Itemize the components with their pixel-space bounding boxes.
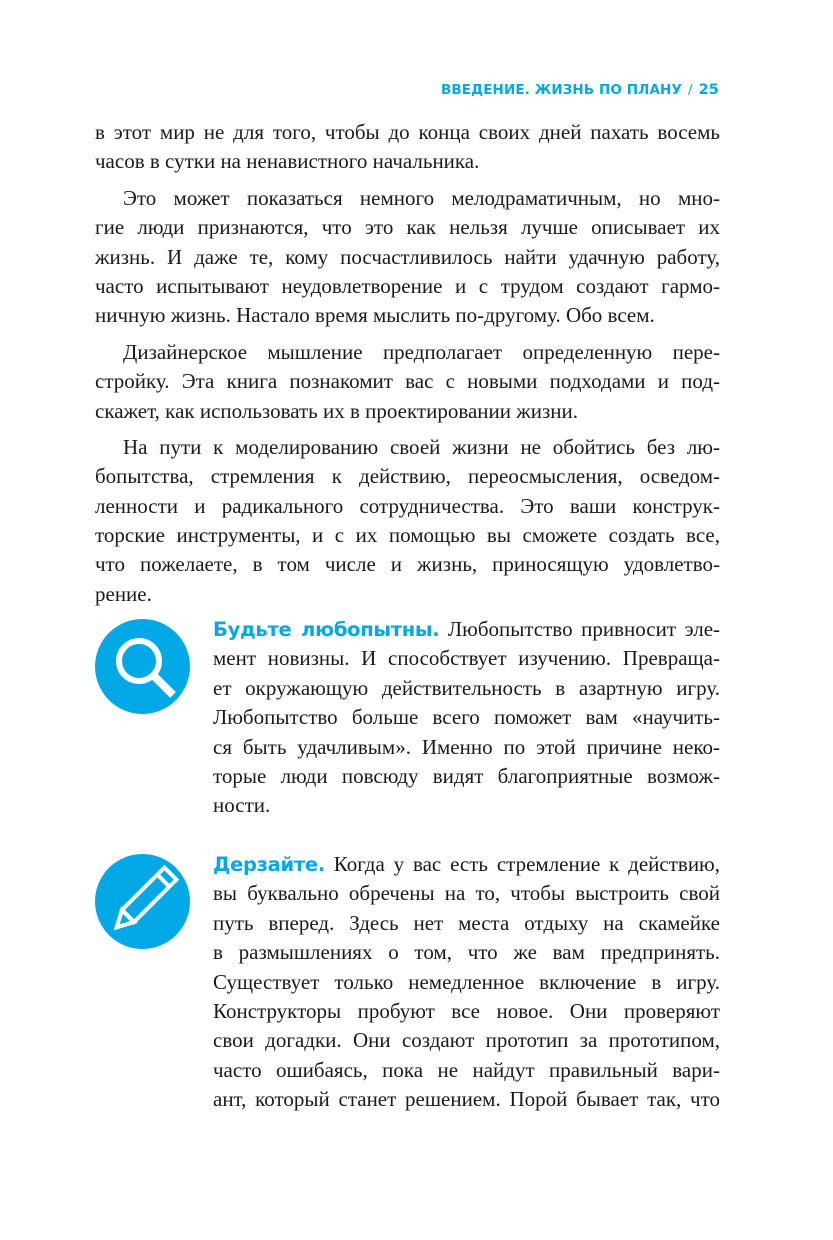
text-line: бопытства, стремления к действию, переосмысления, осведом-: [95, 464, 720, 489]
text-line: мент новизны. И способствует изучению. Превраща-: [213, 646, 720, 671]
text-line: свои догадки. Они создают прототип за прототипом,: [213, 1028, 720, 1053]
paragraph-4: [95, 433, 720, 609]
text-line: Существует только немедленное включение в игру.: [213, 969, 720, 994]
text-line: ленности и радикального сотрудничества. Это ваши конструк-: [95, 493, 720, 518]
header-separator: /: [687, 82, 693, 98]
text-fragment: Любопытство привносит эле-: [439, 617, 721, 641]
text-line: ности.: [213, 793, 271, 818]
text-line: часто испытывают неудовлетворение и с трудом создают гармо-: [95, 273, 720, 298]
running-title: ВВЕДЕНИЕ. ЖИЗНЬ ПО ПЛАНУ: [441, 82, 682, 98]
text-line: На пути к моделированию своей жизни не обойтись без лю-: [123, 434, 720, 459]
text-line: торые люди повсюду видят благоприятные возмож-: [213, 763, 720, 788]
intro-text: [95, 118, 720, 609]
text-line: Любопытство больше всего поможет вам «научить-: [213, 705, 720, 730]
text-line: Это может показаться немного мелодраматичным, но мно-: [123, 185, 720, 210]
text-line: ет окружающую действительность в азартную игру.: [213, 675, 720, 700]
text-line: путь вперед. Здесь нет места отдыху на скамейке: [213, 910, 720, 935]
text-line: в этот мир не для того, чтобы до конца своих дней пахать восемь: [95, 120, 720, 144]
paragraph-1: [95, 118, 720, 177]
running-header: [441, 82, 719, 98]
feature-action-text: [213, 850, 720, 1115]
feature-heading: Будьте любопытны.: [213, 618, 440, 641]
paragraph-3: [95, 338, 720, 426]
text-line: гие люди признаются, что это как нельзя лучше описывает их: [95, 215, 720, 240]
text-line: что пожелаете, в том числе и жизнь, приносящую удовлетво-: [95, 552, 720, 577]
text-line: Дизайнерское мышление предполагает определенную пере-: [123, 339, 720, 364]
text-line: вы буквально обречены на то, чтобы выстроить свой: [213, 881, 720, 906]
text-line: Конструкторы пробуют все новое. Они проверяют: [213, 998, 720, 1023]
text-line: [213, 615, 720, 644]
page-number: 25: [698, 82, 719, 98]
text-line: ся быть удачливым». Именно по этой причине неко-: [213, 734, 720, 759]
magnifier-icon: [95, 619, 190, 714]
text-line: скажет, как использовать их в проектировании жизни.: [95, 398, 579, 423]
text-line: ничную жизнь. Настало время мыслить по-другому. Обо всем.: [95, 303, 655, 328]
text-line: часов в сутки на ненавистного начальника.: [95, 149, 480, 174]
text-line: [213, 850, 720, 879]
text-line: стройку. Эта книга познакомит вас с новыми подходами и под-: [95, 369, 720, 394]
paragraph-2: [95, 184, 720, 331]
text-line: рение.: [95, 581, 152, 606]
text-line: торские инструменты, и с их помощью вы сможете создать все,: [95, 523, 720, 548]
text-line: в размышлениях о том, что же вам предпринять.: [213, 940, 720, 965]
text-line: ант, который станет решением. Порой бывает так, что: [213, 1087, 720, 1112]
feature-heading: Дерзайте.: [213, 853, 325, 876]
feature-curiosity-text: [213, 615, 720, 821]
text-line: часто ошибаясь, пока не найдут правильный вари-: [213, 1057, 720, 1082]
pencil-icon: [95, 854, 190, 949]
text-line: жизнь. И даже те, кому посчастливилось найти удачную работу,: [95, 244, 720, 269]
text-fragment: Когда у вас есть стремление к действию,: [324, 852, 720, 876]
